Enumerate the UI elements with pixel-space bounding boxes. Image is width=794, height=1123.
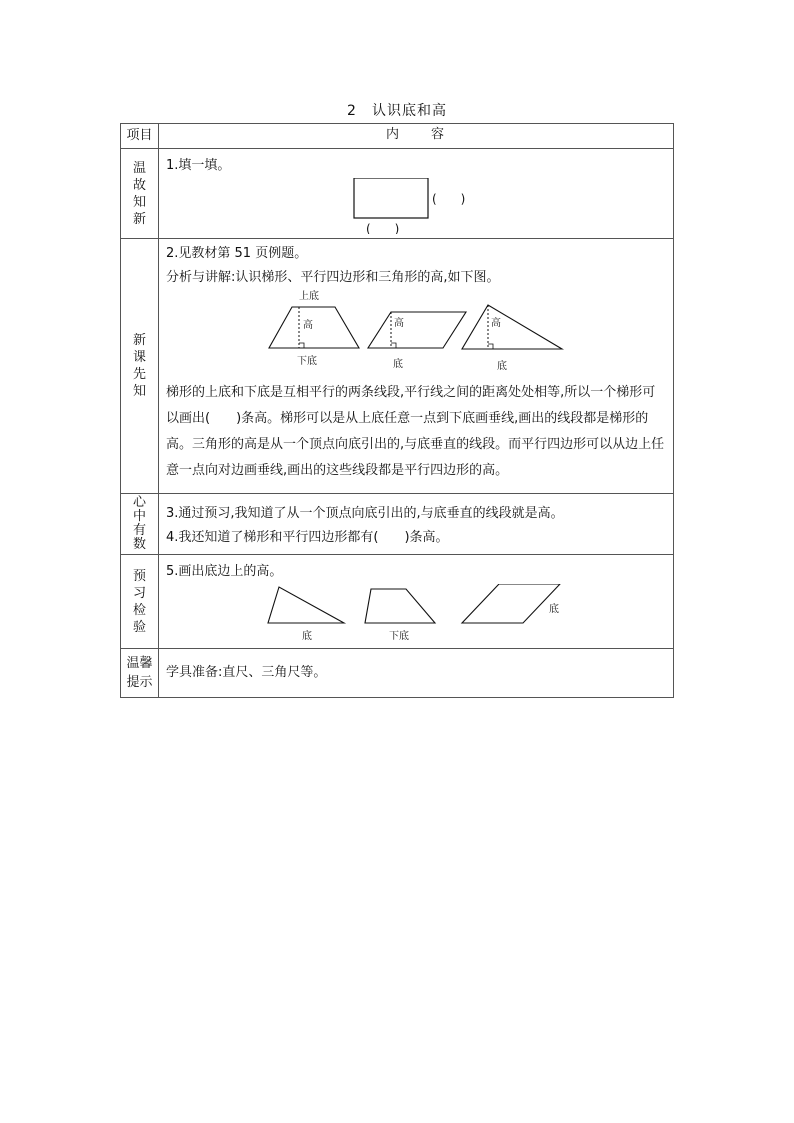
shapes-figure (166, 290, 702, 380)
parallelogram-base-label: 底 (393, 359, 403, 370)
row-mind (121, 494, 674, 555)
trapezoid-shape (269, 307, 359, 348)
triangle-figure (462, 305, 562, 372)
rectangle-figure (166, 178, 702, 234)
row-label-mind-text: 心中有数 (132, 494, 146, 552)
practice-parallelogram-shape (462, 584, 560, 623)
question-1: 1.填一填。 (166, 158, 231, 173)
practice-parallelogram (462, 584, 560, 623)
row-content-newlesson (159, 239, 674, 494)
question-5: 5.画出底边上的高。 (166, 564, 283, 579)
rectangle-side-blank: ( ) (432, 192, 466, 206)
trapezoid-lower-base-label: 下底 (297, 356, 317, 367)
parallelogram-figure (368, 312, 466, 370)
trapezoid-figure (269, 290, 359, 367)
row-content-check (159, 555, 674, 649)
practice-trapezoid-shape (365, 589, 435, 623)
trapezoid-upper-base-label: 上底 (299, 291, 319, 302)
parallelogram-height-label: 高 (394, 318, 404, 329)
triangle-height-label: 高 (491, 318, 501, 329)
parallelogram-shape (368, 312, 466, 348)
rectangle-bottom-blank: ( ) (366, 222, 400, 234)
row-content-tips (159, 649, 674, 698)
practice-parallelogram-base-label: 底 (549, 604, 559, 615)
question-3: 3.通过预习,我知道了从一个顶点向底引出的,与底垂直的线段就是高。 (166, 506, 564, 521)
row-review (121, 149, 674, 239)
practice-trapezoid-base-label: 下底 (389, 631, 409, 642)
practice-triangle-base-label: 底 (302, 631, 312, 642)
row-label-newlesson (121, 239, 159, 494)
explanation-text: 梯形的上底和下底是互相平行的两条线段,平行线之间的距离处处相等,所以一个梯形可以画出( )条高。梯形可以是从上底任意一点到下底画垂线,画出的线段都是梯形的高。三角形的高是从一个顶点向底引出的,与底垂直的线段。而平行四边形可以从边上任意一点向对边画垂线,画出的这些线段都是平行四边形的高。 (166, 385, 665, 478)
tips-text: 学具准备:直尺、三角尺等。 (166, 665, 327, 680)
triangle-base-label: 底 (497, 361, 507, 372)
row-label-tips (121, 649, 159, 698)
practice-triangle-shape (268, 587, 344, 623)
page-title: 2 认识底和高 (347, 103, 447, 119)
row-label-review (121, 149, 159, 239)
table-header-row (121, 124, 674, 149)
practice-triangle (268, 587, 344, 642)
header-content: 内 容 (385, 127, 446, 142)
worksheet-table (120, 123, 674, 698)
row-newlesson (121, 239, 674, 494)
header-label-cell (121, 124, 159, 149)
header-content-cell (159, 124, 674, 149)
row-content-mind (159, 494, 674, 555)
rectangle-shape (354, 178, 428, 218)
row-label-tips-text: 温馨提示 (126, 656, 153, 690)
triangle-right-angle (488, 344, 493, 349)
row-label-newlesson-text: 新课先知 (132, 333, 146, 399)
row-label-mind (121, 494, 159, 555)
triangle-shape (462, 305, 562, 349)
row-label-check-text: 预习检验 (132, 568, 146, 635)
row-content-review (159, 149, 674, 239)
row-check (121, 555, 674, 649)
question-2: 2.见教材第 51 页例题。 (166, 246, 308, 261)
row-tips (121, 649, 674, 698)
analysis-text: 分析与讲解:认识梯形、平行四边形和三角形的高,如下图。 (166, 270, 500, 285)
row-label-review-text: 温故知新 (132, 160, 146, 227)
parallelogram-right-angle (391, 343, 396, 348)
question-4: 4.我还知道了梯形和平行四边形都有( )条高。 (166, 530, 449, 545)
header-label: 项目 (126, 128, 153, 143)
trapezoid-height-label: 高 (303, 320, 313, 331)
row-label-check (121, 555, 159, 649)
practice-figure (166, 584, 702, 644)
trapezoid-right-angle (299, 343, 304, 348)
practice-trapezoid (365, 589, 435, 642)
